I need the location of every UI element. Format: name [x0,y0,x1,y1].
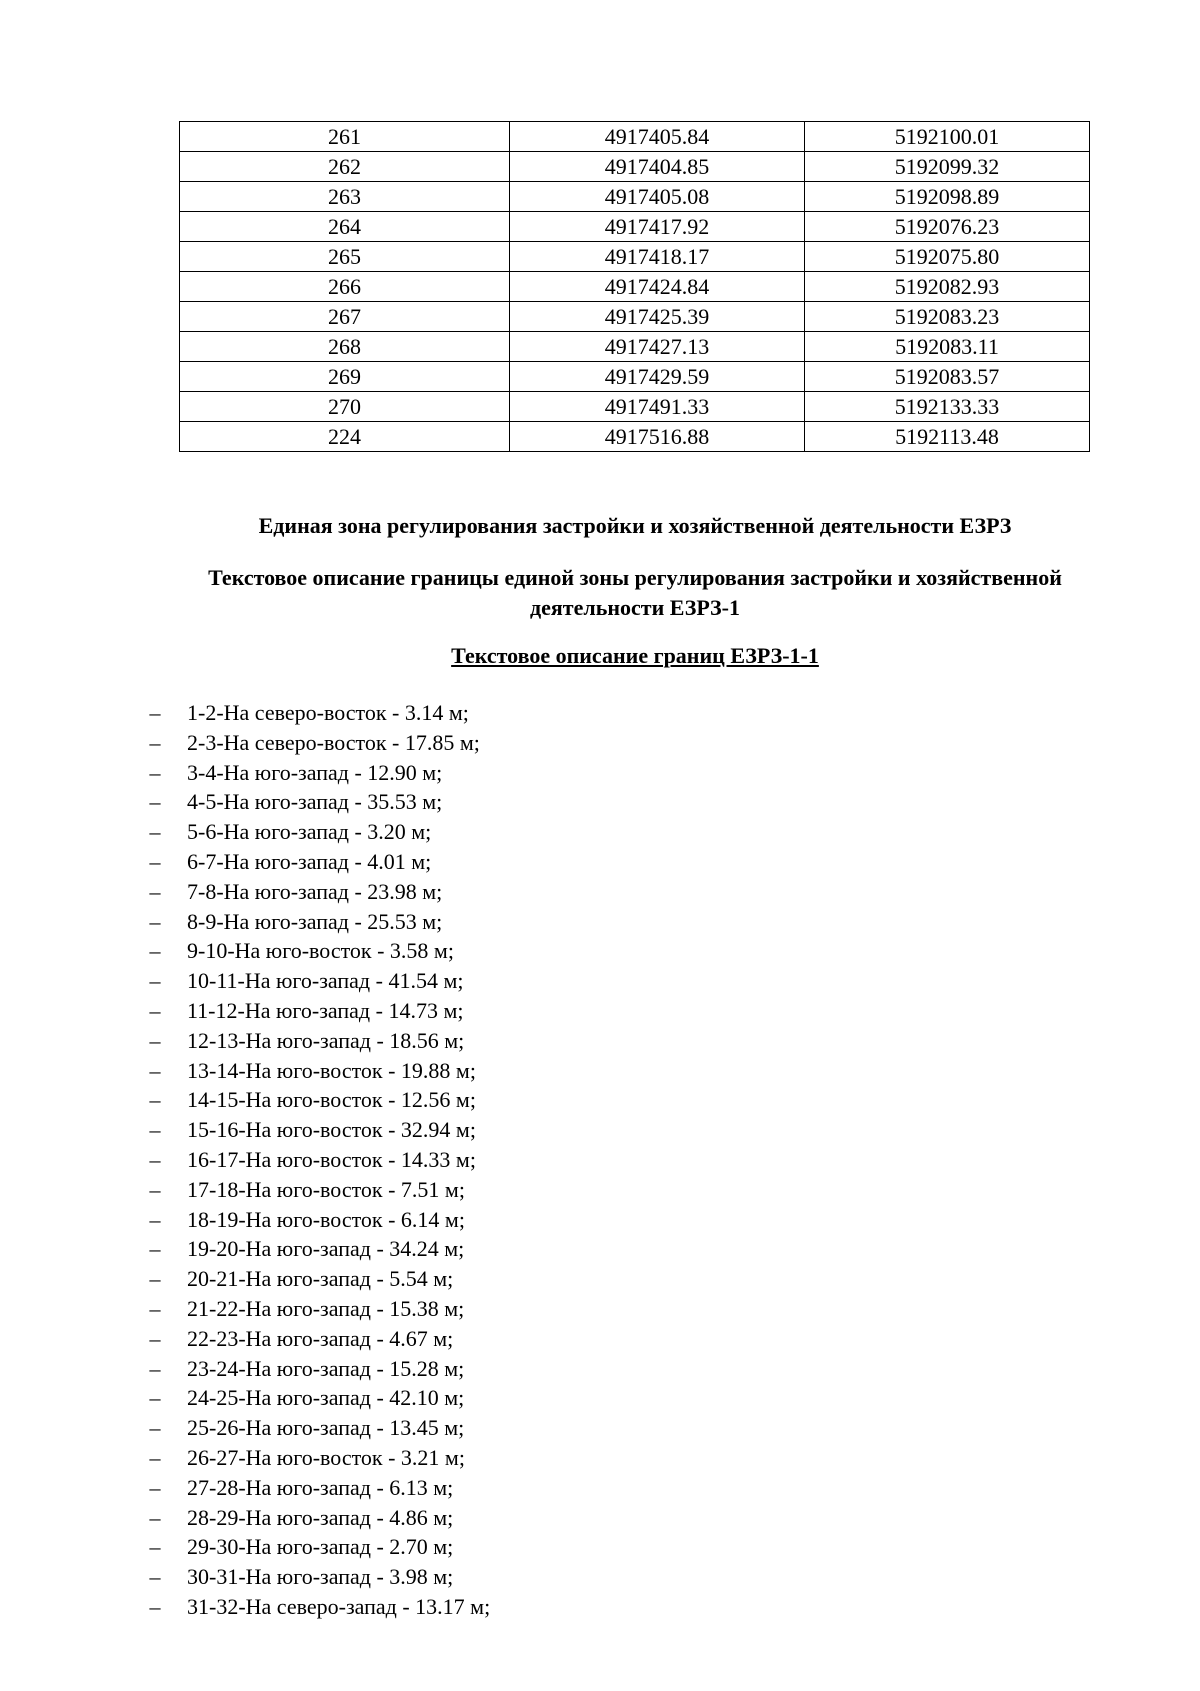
x-coordinate-cell: 4917425.39 [510,302,805,332]
y-coordinate-cell: 5192075.80 [805,242,1090,272]
x-coordinate-cell: 4917429.59 [510,362,805,392]
x-coordinate-cell: 4917404.85 [510,152,805,182]
x-coordinate-cell: 4917516.88 [510,422,805,452]
list-bullet: – [149,759,161,785]
list-bullet: – [149,700,161,725]
list-item-text: 17-18-На юго-восток - 7.51 м; [187,1176,465,1202]
list-item-text: 4-5-На юго-запад - 35.53 м; [187,789,443,815]
y-coordinate-cell: 5192076.23 [805,212,1090,242]
list-bullet: – [149,1504,161,1530]
list-bullet: – [149,938,161,964]
list-item-text: 31-32-На северо-запад - 13.17 м; [187,1593,491,1619]
subsection-title: Текстовое описание границ ЕЗРЗ-1-1 [451,643,819,668]
list-item-text: 3-4-На юго-запад - 12.90 м; [187,759,443,785]
list-item-text: 6-7-На юго-запад - 4.01 м; [187,848,432,874]
list-item-text: 13-14-На юго-восток - 19.88 м; [187,1057,476,1083]
point-number-cell: 266 [180,272,510,302]
x-coordinate-cell: 4917405.08 [510,182,805,212]
list-item-text: 29-30-На юго-запад - 2.70 м; [187,1534,454,1560]
point-number-cell: 263 [180,182,510,212]
list-bullet: – [149,848,161,874]
list-item-text: 11-12-На юго-запад - 14.73 м; [187,997,464,1023]
description-title: Текстовое описание границы единой зоны регулирования застройки и хозяйственной деятельности ЕЗРЗ-1 [208,565,1062,620]
list-bullet: – [149,1236,161,1262]
list-item-text: 24-25-На юго-запад - 42.10 м; [187,1385,465,1411]
list-bullet: – [149,1355,161,1381]
point-number-cell: 270 [180,392,510,422]
y-coordinate-cell: 5192113.48 [805,422,1090,452]
list-item-text: 23-24-На юго-запад - 15.28 м; [187,1355,465,1381]
y-coordinate-cell: 5192083.23 [805,302,1090,332]
list-bullet: – [149,1146,161,1172]
point-number-cell: 224 [180,422,510,452]
table-row [180,242,1090,272]
list-item-text: 16-17-На юго-восток - 14.33 м; [187,1146,476,1172]
point-number-cell: 267 [180,302,510,332]
x-coordinate-cell: 4917417.92 [510,212,805,242]
list-bullet: – [149,908,161,934]
coordinates-table [179,121,1090,452]
list-bullet: – [149,878,161,904]
table-row [180,362,1090,392]
table-row [180,152,1090,182]
y-coordinate-cell: 5192133.33 [805,392,1090,422]
list-bullet: – [149,997,161,1023]
y-coordinate-cell: 5192100.01 [805,122,1090,152]
list-bullet: – [149,1385,161,1411]
y-coordinate-cell: 5192083.57 [805,362,1090,392]
list-bullet: – [149,729,161,755]
list-bullet: – [149,1415,161,1441]
table-row [180,392,1090,422]
table-row [180,332,1090,362]
list-item-text: 15-16-На юго-восток - 32.94 м; [187,1117,476,1143]
point-number-cell: 261 [180,122,510,152]
list-item-text: 20-21-На юго-запад - 5.54 м; [187,1266,454,1292]
list-bullet: – [149,819,161,845]
list-item-text: 19-20-На юго-запад - 34.24 м; [187,1236,465,1262]
table-row [180,302,1090,332]
list-item-text: 10-11-На юго-запад - 41.54 м; [187,968,464,994]
x-coordinate-cell: 4917424.84 [510,272,805,302]
y-coordinate-cell: 5192083.11 [805,332,1090,362]
list-bullet: – [149,1176,161,1202]
list-bullet: – [149,1027,161,1053]
list-bullet: – [149,1087,161,1113]
list-item-text: 7-8-На юго-запад - 23.98 м; [187,878,443,904]
coordinates-table-body [180,122,1090,452]
point-number-cell: 264 [180,212,510,242]
list-bullet: – [149,1534,161,1560]
y-coordinate-cell: 5192098.89 [805,182,1090,212]
list-item-text: 18-19-На юго-восток - 6.14 м; [187,1206,465,1232]
list-item-text: 12-13-На юго-запад - 18.56 м; [187,1027,465,1053]
list-bullet: – [149,968,161,994]
list-item-text: 14-15-На юго-восток - 12.56 м; [187,1087,476,1113]
list-item-text: 30-31-На юго-запад - 3.98 м; [187,1564,454,1590]
list-bullet: – [149,1593,161,1619]
list-item-text: 1-2-На северо-восток - 3.14 м; [187,700,469,725]
list-bullet: – [149,1117,161,1143]
x-coordinate-cell: 4917491.33 [510,392,805,422]
table-row [180,272,1090,302]
x-coordinate-cell: 4917405.84 [510,122,805,152]
x-coordinate-cell: 4917418.17 [510,242,805,272]
list-item-text: 27-28-На юго-запад - 6.13 м; [187,1474,454,1500]
list-item-text: 21-22-На юго-запад - 15.38 м; [187,1295,465,1321]
list-item-text: 25-26-На юго-запад - 13.45 м; [187,1415,465,1441]
point-number-cell: 265 [180,242,510,272]
list-item-text: 2-3-На северо-восток - 17.85 м; [187,729,480,755]
list-bullet: – [149,1325,161,1351]
list-bullet: – [149,1266,161,1292]
list-bullet: – [149,1206,161,1232]
list-item-text: 22-23-На юго-запад - 4.67 м; [187,1325,454,1351]
point-number-cell: 268 [180,332,510,362]
list-item-text: 8-9-На юго-запад - 25.53 м; [187,908,443,934]
zone-title: Единая зона регулирования застройки и хозяйственной деятельности ЕЗРЗ [258,513,1012,538]
list-item-text: 5-6-На юго-запад - 3.20 м; [187,819,432,845]
list-bullet: – [149,789,161,815]
list-bullet: – [149,1295,161,1321]
y-coordinate-cell: 5192099.32 [805,152,1090,182]
table-row [180,182,1090,212]
table-row [180,422,1090,452]
point-number-cell: 262 [180,152,510,182]
table-row [180,122,1090,152]
y-coordinate-cell: 5192082.93 [805,272,1090,302]
x-coordinate-cell: 4917427.13 [510,332,805,362]
list-item-text: 26-27-На юго-восток - 3.21 м; [187,1444,465,1470]
point-number-cell: 269 [180,362,510,392]
list-bullet: – [149,1057,161,1083]
list-bullet: – [149,1474,161,1500]
table-row [180,212,1090,242]
list-bullet: – [149,1564,161,1590]
list-item-text: 9-10-На юго-восток - 3.58 м; [187,938,454,964]
list-item-text: 28-29-На юго-запад - 4.86 м; [187,1504,454,1530]
list-bullet: – [149,1444,161,1470]
